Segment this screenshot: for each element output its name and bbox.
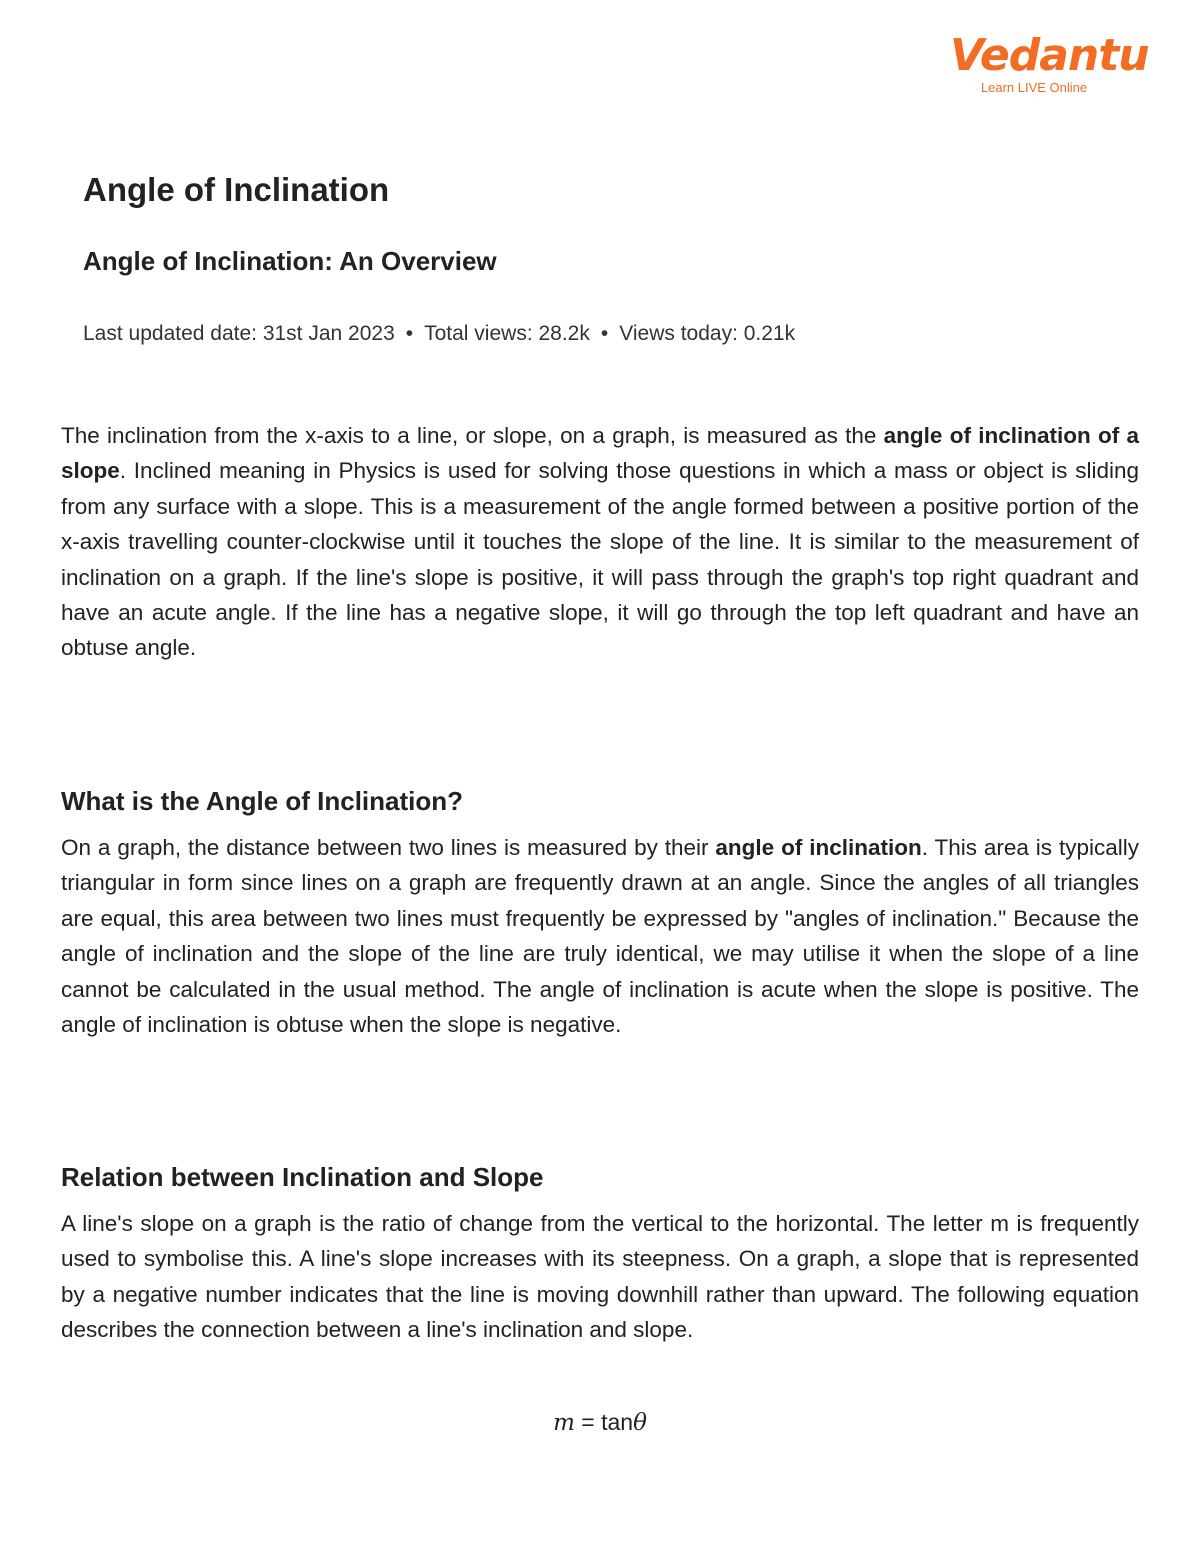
article-meta	[83, 320, 795, 348]
what-is-bold-term: angle of inclination	[715, 835, 922, 860]
equation-theta: θ	[633, 1410, 647, 1436]
what-is-paragraph	[61, 830, 1139, 1042]
equation-slope-symbol: m	[553, 1410, 575, 1436]
meta-separator: •	[600, 322, 609, 345]
what-is-text-start: On a graph, the distance between two lines is measured by their	[61, 835, 716, 860]
views-today: Views today: 0.21k	[619, 322, 796, 345]
page-title: Angle of Inclination	[83, 171, 390, 208]
section-heading-what-is: What is the Angle of Inclination?	[61, 786, 464, 816]
intro-paragraph	[61, 418, 1139, 666]
last-updated-date: Last updated date: 31st Jan 2023	[83, 322, 395, 345]
slope-equation	[0, 1406, 1200, 1439]
meta-separator: •	[405, 322, 414, 345]
intro-section	[61, 418, 1139, 666]
intro-text-start: The inclination from the x-axis to a line, or slope, on a graph, is measured as the	[61, 423, 884, 448]
what-is-section	[61, 784, 1139, 1042]
logo-wordmark: Vedantu	[950, 30, 1149, 81]
what-is-text-end: . This area is typically triangular in form since lines on a graph are frequently drawn at an angle. Since the angles of all triangles are equal, this area between two lines must frequently be expressed by "angles of inclination." Because the angle of inclination and the slope of the line are truly identical, we may utilise it when the slope of a line cannot be calculated in the usual method. The angle of inclination is acute when the slope is positive. The angle of inclination is obtuse when the slope is negative.	[61, 835, 1139, 1038]
total-views: Total views: 28.2k	[424, 322, 590, 345]
relation-paragraph: A line's slope on a graph is the ratio of change from the vertical to the horizontal. The letter m is frequently used to symbolise this. A line's slope increases with its steepness. On a graph, a slope that is represented by a negative number indicates that the line is moving downhill rather than upward. The following equation describes the connection between a line's inclination and slope.	[61, 1211, 1139, 1343]
page-subtitle: Angle of Inclination: An Overview	[83, 246, 497, 276]
intro-bold-term: angle of inclination of a slope	[61, 423, 1139, 484]
section-heading-relation: Relation between Inclination and Slope	[61, 1162, 544, 1192]
logo-tagline: Learn LIVE Online	[980, 80, 1088, 95]
equation-function: tan	[601, 1409, 634, 1435]
intro-text-end: . Inclined meaning in Physics is used for solving those questions in which a mass or object is sliding from any surface with a slope. This is a measurement of the angle formed between a positive portion of the x-axis travelling counter-clockwise until it touches the slope of the line. It is similar to the measurement of inclination on a graph. If the line's slope is positive, it will pass through the graph's top right quadrant and have an acute angle. If the line has a negative slope, it will go through the top left quadrant and have an obtuse angle.	[61, 458, 1139, 661]
vedantu-logo	[950, 30, 1149, 96]
equation-operator: =	[574, 1409, 602, 1435]
relation-section	[61, 1160, 1139, 1348]
